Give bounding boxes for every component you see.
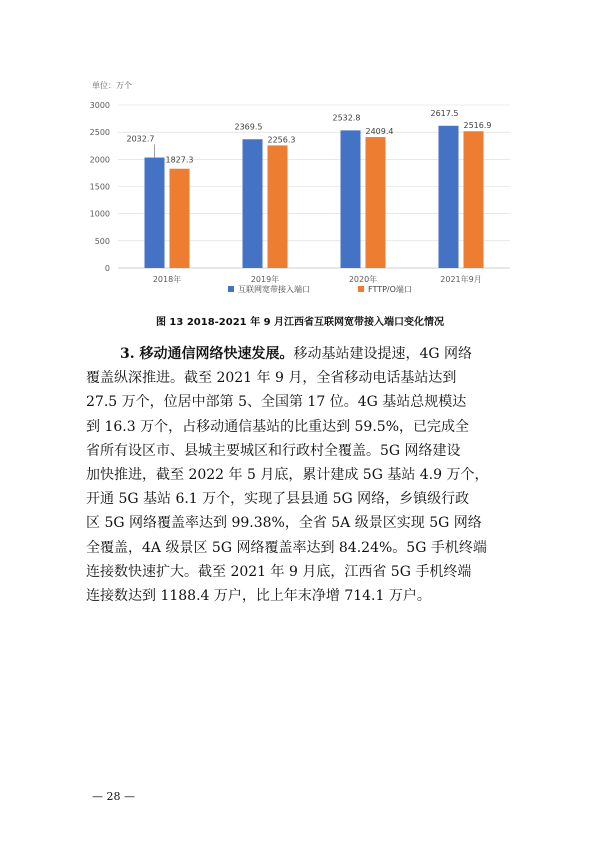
- x-tick-label: 2020年: [348, 275, 378, 284]
- bar-fttp-ports: [366, 137, 386, 268]
- bars: [145, 126, 484, 268]
- y-tick-label: 0: [104, 264, 110, 273]
- paragraph-line: 27.5 万个，位居中部第 5、全国第 17 位。4G 基站总规模达: [86, 394, 467, 411]
- bar-broadband-ports: [145, 158, 165, 268]
- y-tick-label: 500: [94, 236, 110, 246]
- legend-swatch: [228, 286, 234, 292]
- y-tick-label: 2500: [89, 128, 110, 138]
- data-label: 2516.9: [463, 121, 492, 131]
- y-tick-label: 3000: [89, 101, 110, 110]
- paragraph-line: 加快推进，截至 2022 年 5 月底，累计建成 5G 基站 4.9 万个，: [86, 467, 489, 484]
- paragraph-line: 开通 5G 基站 6.1 万个，实现了县县通 5G 网络，乡镇级行政: [86, 491, 470, 508]
- data-label: 2369.5: [234, 122, 263, 132]
- x-axis-tick-labels: [153, 274, 482, 284]
- paragraph-line: 连接数快速扩大。截至 2021 年 9 月底，江西省 5G 手机终端: [86, 563, 472, 580]
- page-number: — 28 —: [92, 790, 135, 803]
- bar-fttp-ports: [170, 169, 190, 268]
- paragraph-line: 到 16.3 万个，占移动通信基站的比重达到 59.5%，已完成全: [86, 418, 469, 435]
- bar-broadband-ports: [439, 126, 459, 268]
- paragraph-line: 覆盖纵深推进。截至 2021 年 9 月，全省移动电话基站达到: [86, 370, 457, 387]
- data-label: 1827.3: [165, 155, 194, 165]
- section-heading: 3. 移动通信网络快速发展。: [120, 346, 294, 362]
- data-label: 2617.5: [430, 108, 459, 118]
- bar-chart: [70, 78, 530, 308]
- legend: [228, 284, 412, 294]
- y-tick-label: 1500: [89, 182, 110, 192]
- bar-broadband-ports: [243, 139, 263, 268]
- unit-label: 单位：万个: [92, 81, 132, 90]
- bar-fttp-ports: [464, 131, 484, 268]
- y-axis-tick-labels: [90, 101, 110, 273]
- y-tick-label: 1000: [89, 209, 110, 219]
- x-tick-label: 2018年: [152, 275, 182, 284]
- legend-label: FTTP/O端口: [368, 285, 412, 294]
- data-label: 2532.8: [332, 113, 361, 123]
- body-paragraph: [86, 342, 518, 608]
- figure-caption: 图 13 2018-2021 年 9 月江西省互联网宽带接入端口变化情况: [155, 317, 445, 328]
- x-tick-label: 2021年9月: [440, 275, 482, 284]
- paragraph-line: 连接数达到 1188.4 万户，比上年末净增 714.1 万户。: [86, 588, 431, 605]
- legend-swatch: [358, 286, 364, 292]
- paragraph-line: 省所有设区市、县城主要城区和行政村全覆盖。5G 网络建设: [86, 442, 461, 459]
- data-label: 2409.4: [365, 127, 394, 137]
- paragraph-line-1-text: 移动基站建设提速，4G 网络: [293, 346, 473, 362]
- legend-label: 互联网宽带接入端口: [238, 285, 310, 294]
- paragraph-first-line: [86, 342, 518, 366]
- data-label: 2032.7: [126, 134, 155, 144]
- y-tick-label: 2000: [89, 155, 110, 165]
- data-label: 2256.3: [267, 135, 296, 145]
- paragraph-line: 区 5G 网络覆盖率达到 99.38%，全省 5A 级景区实现 5G 网络: [86, 515, 482, 532]
- bar-fttp-ports: [268, 145, 288, 268]
- x-tick-label: 2019年: [250, 275, 280, 284]
- data-labels: [127, 109, 492, 165]
- bar-broadband-ports: [341, 130, 361, 268]
- paragraph-line: 全覆盖，4A 级景区 5G 网络覆盖率达到 84.24%。5G 手机终端: [86, 539, 487, 556]
